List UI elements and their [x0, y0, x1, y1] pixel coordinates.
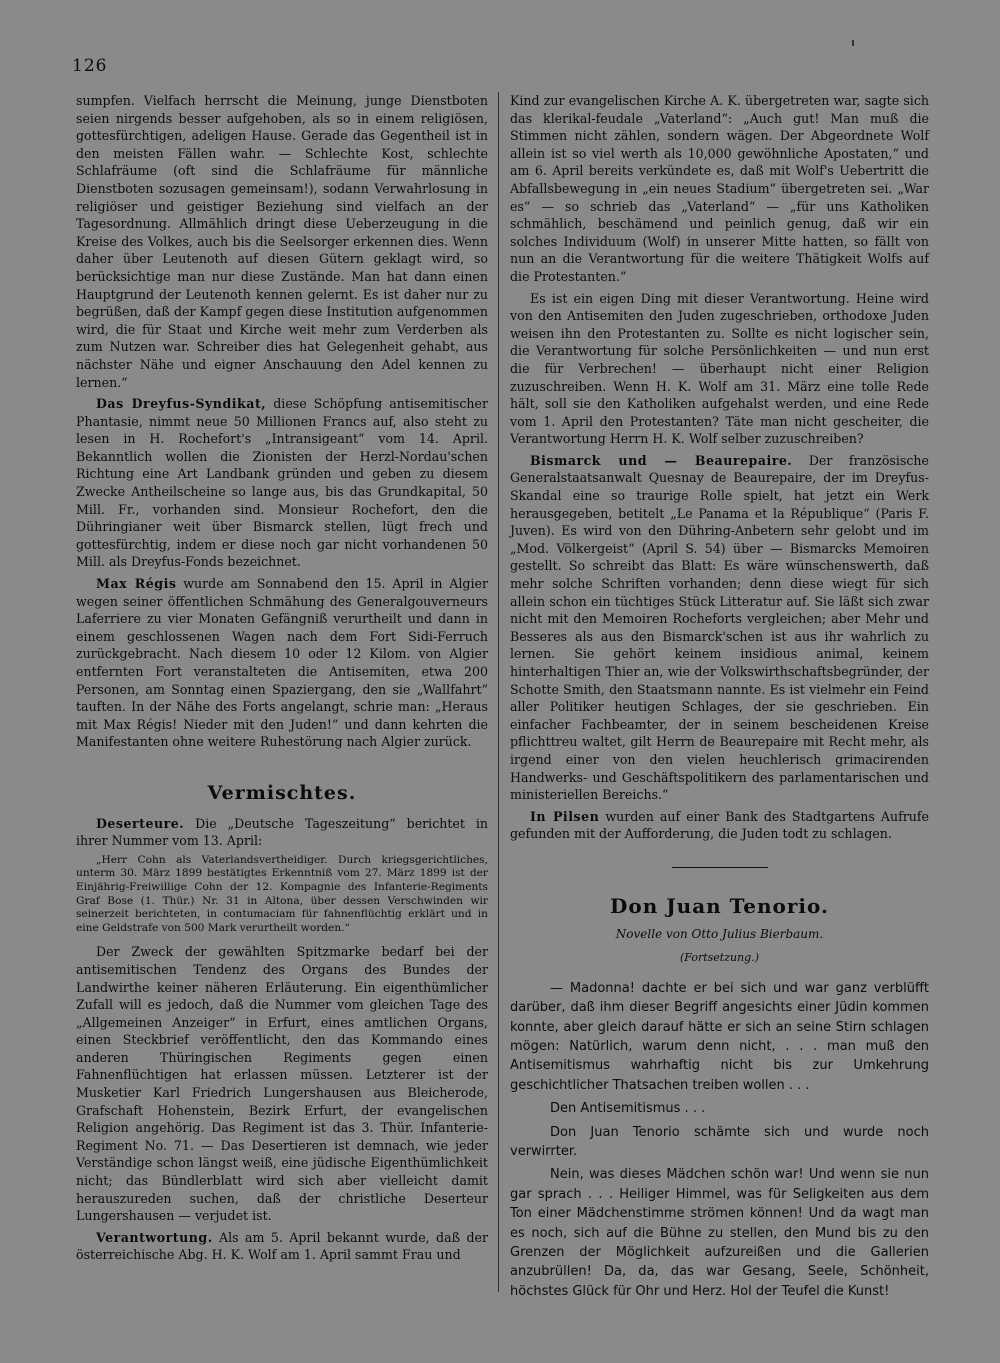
- story-paragraph: Don Juan Tenorio schämte sich und wurde noch verwirrter.: [510, 1124, 929, 1159]
- page-number: 126: [72, 56, 108, 76]
- regis-lead: Max Régis: [96, 576, 177, 592]
- pilsen-lead: In Pilsen: [530, 808, 600, 824]
- story-subtitle: Novelle von Otto Julius Bierbaum.: [615, 926, 824, 941]
- regis-text: wurde am Sonnabend den 15. April in Algier wegen seiner öffentlichen Schmähung des Generalgouverneurs Laferriere zu vier Monaten Gefängniß verurtheilt und dann in einem geschlossenen Wagen nach dem Fort Sidi-Ferruch zurückgebracht. Nach diesem 10 oder 12 Kilom. von Algier entfernten Fort veranstalteten die Antisemiten, etwa 200 Personen, am Sonntag einen Spaziergang, den sie „Wallfahrt“ tauften. In der Nähe des Forts angelangt, schrie man: „Heraus mit Max Régis! Nieder mit den Juden!“ und dann kehrten die Manifestanten ohne weitere Ruhestörung nach Algier zurück.: [76, 576, 488, 750]
- story-paragraph: — Madonna! dachte er bei sich und war ganz verblüfft darüber, daß ihm dieser Begriff angesichts einer Jüdin kommen konnte, aber gleich darauf hätte er sich an seine Stirn schlagen mögen: Natürlich, warum denn nicht, . . . man muß den Antisemitismus wahrhaftig nicht bis zur Umkehrung geschichtlicher Thatsachen treiben wollen . . .: [510, 980, 929, 1093]
- separator-rule: [672, 867, 768, 868]
- pilsen-text: wurden auf einer Bank des Stadtgartens Aufrufe gefunden mit der Aufforderung, die Juden todt zu schlagen.: [510, 808, 929, 842]
- deserteure-quote: „Herr Cohn als Vaterlandsvertheidiger. Durch kriegsgerichtliches, unterm 30. März 1899 bestätigtes Erkenntniß vom 27. März 1899 ist der Einjährig-Freiwillige Cohn der 12. Kompagnie des Infanterie-Regiments Graf Bose (1. Thür.) Nr. 31 in Altona, über dessen Verschwinden wir seinerzeit berichteten, in contumaciam für fahnenflüchtig erklärt und in eine Geldstrafe von 500 Mark verurtheilt worden.“: [76, 853, 488, 934]
- dreyfus-text: diese Schöpfung antisemitischer Phantasie, nimmt neue 50 Millionen Francs auf, also steht zu lesen in H. Rochefort's „Intransigeant“ vom 14. April. Bekanntlich wollen die Zionisten der Herzl-Nordau'schen Richtung eine Art Landbank gründen und geben zu diesem Zwecke Antheilscheine so lange aus, bis das Grundkapital, 50 Mill. Fr., vorhanden sind. Monsieur Rochefort, den die Dühringianer weit über Bismarck stellen, lügt frech und gottesfürchtig, indem er diese noch gar nicht vorhandenen 50 Mill. als Dreyfus-Fonds bezeichnet.: [76, 396, 488, 570]
- verantwortung-lead: Verantwortung.: [96, 1229, 213, 1245]
- verantwortung-continuation: Kind zur evangelischen Kirche A. K. übergetreten war, sagte sich das klerikal-feudale „Vaterland“: „Auch gut! Man muß die Stimmen nicht zählen, sondern wägen. Der Abgeordnete Wolf allein ist so viel werth als 10,000 gewöhnliche Apostaten,“ und am 6. April bereits verkündete es, daß mit Wolf's Uebertritt die Abfallsbewegung in „ein neues Stadium“ übergetreten sei. „War es“ — so schrieb das „Vaterland“ — „für uns Katholiken schmählich, beschämend und peinlich genug, daß wir ein solches Individuum (Wolf) in unserer Mitte hatten, so fällt von nun an die Verantwortung für die weitere Thätigkeit Wolfs auf die Protestanten.“: [510, 93, 929, 284]
- deserteure-lead: Deserteure.: [96, 815, 185, 831]
- dreyfus-lead: Das Dreyfus-Syndikat,: [96, 396, 267, 412]
- story-section: [510, 893, 929, 1301]
- story-title: Don Juan Tenorio.: [610, 893, 829, 918]
- story-paragraph: Den Antisemitismus . . .: [550, 1101, 706, 1117]
- section-heading-vermischtes: Vermischtes.: [207, 781, 357, 804]
- column-rule: [498, 92, 499, 1292]
- bismarck-text: Der französische Generalstaatsanwalt Quesnay de Beaurepaire, der im Dreyfus-Skandal eine so traurige Rolle spielt, hat jetzt ein Werk herausgegeben, betitelt „Le Panama et la République“ (Paris F. Juven). Es wird von den Dühring-Anbetern sehr gelobt und im „Mod. Völkergeist“ (April S. 54) über — Bismarcks Memoiren gestellt. So schreibt das Blatt: Es wäre wünschenswerth, daß mehr solche Schriften vorhanden; denn diese wiegt für sich allein schon ein tüchtiges Stück Litteratur auf. Sie läßt sich zwar nicht mit den Memoiren Rocheforts vergleichen; aber Mehr und Besseres als aus den Bismarck'schen ist aus ihr wahrlich zu lernen. Sie gehört keinem insidious animal, keinem hinterhaltigen Thier an, wie der Volkswirthschaftsbegründer, der Schotte Smith, den Staatsmann nannte. Es ist vielmehr ein Feind aller Politiker heutigen Schlages, der sie geschrieben. Ein einfacher Fachbeamter, der in seinem bescheidenen Kreise pflichttreu waltet, gilt Herrn de Beaurepaire mit Recht mehr, als irgend einer von den vielen heuchlerisch grimacirenden Handwerks- und Geschäftspolitikern des parlamentarischen und ministeriellen Bereichs.“: [510, 452, 929, 803]
- dreyfus-paragraph: [76, 395, 488, 571]
- deserteure-commentary: Der Zweck der gewählten Spitzmarke bedarf bei der antisemitischen Tendenz des Organs des Bundes der Landwirthe keiner näheren Erläuterung. Ein eigenthümlicher Zufall will es jedoch, daß die Nummer vom gleichen Tage des „Allgemeinen Anzeiger“ in Erfurt, eines amtlichen Organs, einen Steckbrief veröffentlicht, den das Kommando eines anderen Thüringischen Regiments gegen einen Fahnenflüchtigen hat erlassen müssen. Letzterer ist der Musketier Karl Friedrich Lungershausen aus Bleicherode, Grafschaft Hohenstein, Bezirk Erfurt, der evangelischen Religion angehörig. Das Regiment ist das 3. Thür. Infanterie-Regiment No. 71. — Das Desertieren ist demnach, wie jeder Verständige schon längst weiß, eine jüdische Eigenthümlichkeit nicht; das Bündlerblatt wird sich aber vielleicht damit herauszureden suchen, daß der christliche Deserteur Lungershausen — verjudet ist.: [76, 944, 488, 1224]
- deserteure-paragraph: [76, 815, 488, 850]
- bismarck-paragraph: [510, 452, 929, 804]
- corner-mark: [852, 40, 854, 46]
- left-column: [76, 92, 488, 1268]
- opening-paragraph: sumpfen. Vielfach herrscht die Meinung, junge Dienstboten seien nirgends besser aufgehoben, als so in einem religiösen, gottesfürchtigen, adeligen Hause. Gerade das Gegentheil ist in den meisten Fällen wahr. — Schlechte Kost, schlechte Schlafräume (oft sind die Schlafräume für männliche Dienstboten sozusagen gemeinsam!), sodann Verwahrlosung in religiöser und geistiger Beziehung sind vielfach an der Tagesordnung. Allmählich dringt diese Ueberzeugung in die Kreise des Volkes, auch bis die Seelsorger erkennen dies. Wenn daher über Leutenoth auf diesen Gütern geklagt wird, so berücksichtige man nur diese Zustände. Man hat dann einen Hauptgrund der Leutenoth kennen gelernt. Es ist daher nur zu begrüßen, daß der Kampf gegen diese Institution aufgenommen wird, die für Staat und Kirche weit mehr zum Verderben als zum Nutzen war. Schreiber dies hat Gelegenheit gehabt, aus nächster Nähe und eigner Anschauung den Adel kennen zu lernen.“: [76, 93, 488, 390]
- pilsen-paragraph: [510, 808, 929, 843]
- story-continuation-note: (Fortsetzung.): [680, 951, 759, 965]
- story-paragraph: Nein, was dieses Mädchen schön war! Und wenn sie nun gar sprach . . . Heiliger Himmel, was für Seligkeiten aus dem Ton einer Mädchenstimme strömen können! Und da wagt man es noch, sich auf die Bühne zu stellen, den Mund bis zu den Grenzen der Möglichkeit aufzureißen und die Gallerien anzubrüllen! Da, da, das war Gesang, Seele, Schönheit, höchstes Glück für Ohr und Herz. Hol der Teufel die Kunst!: [510, 1167, 929, 1299]
- verantwortung-paragraph: [76, 1229, 488, 1264]
- right-column: [510, 92, 929, 1305]
- deserteure-text: Die „Deutsche Tageszeitung“ berichtet in ihrer Nummer vom 13. April:: [76, 815, 488, 849]
- verantwortung-text: Als am 5. April bekannt wurde, daß der österreichische Abg. H. K. Wolf am 1. April sammt Frau und: [76, 1229, 488, 1263]
- bismarck-lead: Bismarck und — Beaurepaire.: [530, 452, 793, 468]
- regis-paragraph: [76, 575, 488, 751]
- verantwortung-second-paragraph: Es ist ein eigen Ding mit dieser Verantwortung. Heine wird von den Antisemiten den Juden zugeschrieben, orthodoxe Juden weisen ihn den Protestanten zu. Sollte es nicht logischer sein, die Verantwortung für solche Persönlichkeiten — und nun erst die für Verbrechen! — überhaupt nicht einer Religion zuzuschreiben. Wenn H. K. Wolf am 31. März eine tolle Rede hält, soll sie den Katholiken aufgehalst werden, und eine Rede vom 1. April den Protestanten? Täte man nicht gescheiter, die Verantwortung Herrn H. K. Wolf selber zuzuschreiben?: [510, 290, 929, 447]
